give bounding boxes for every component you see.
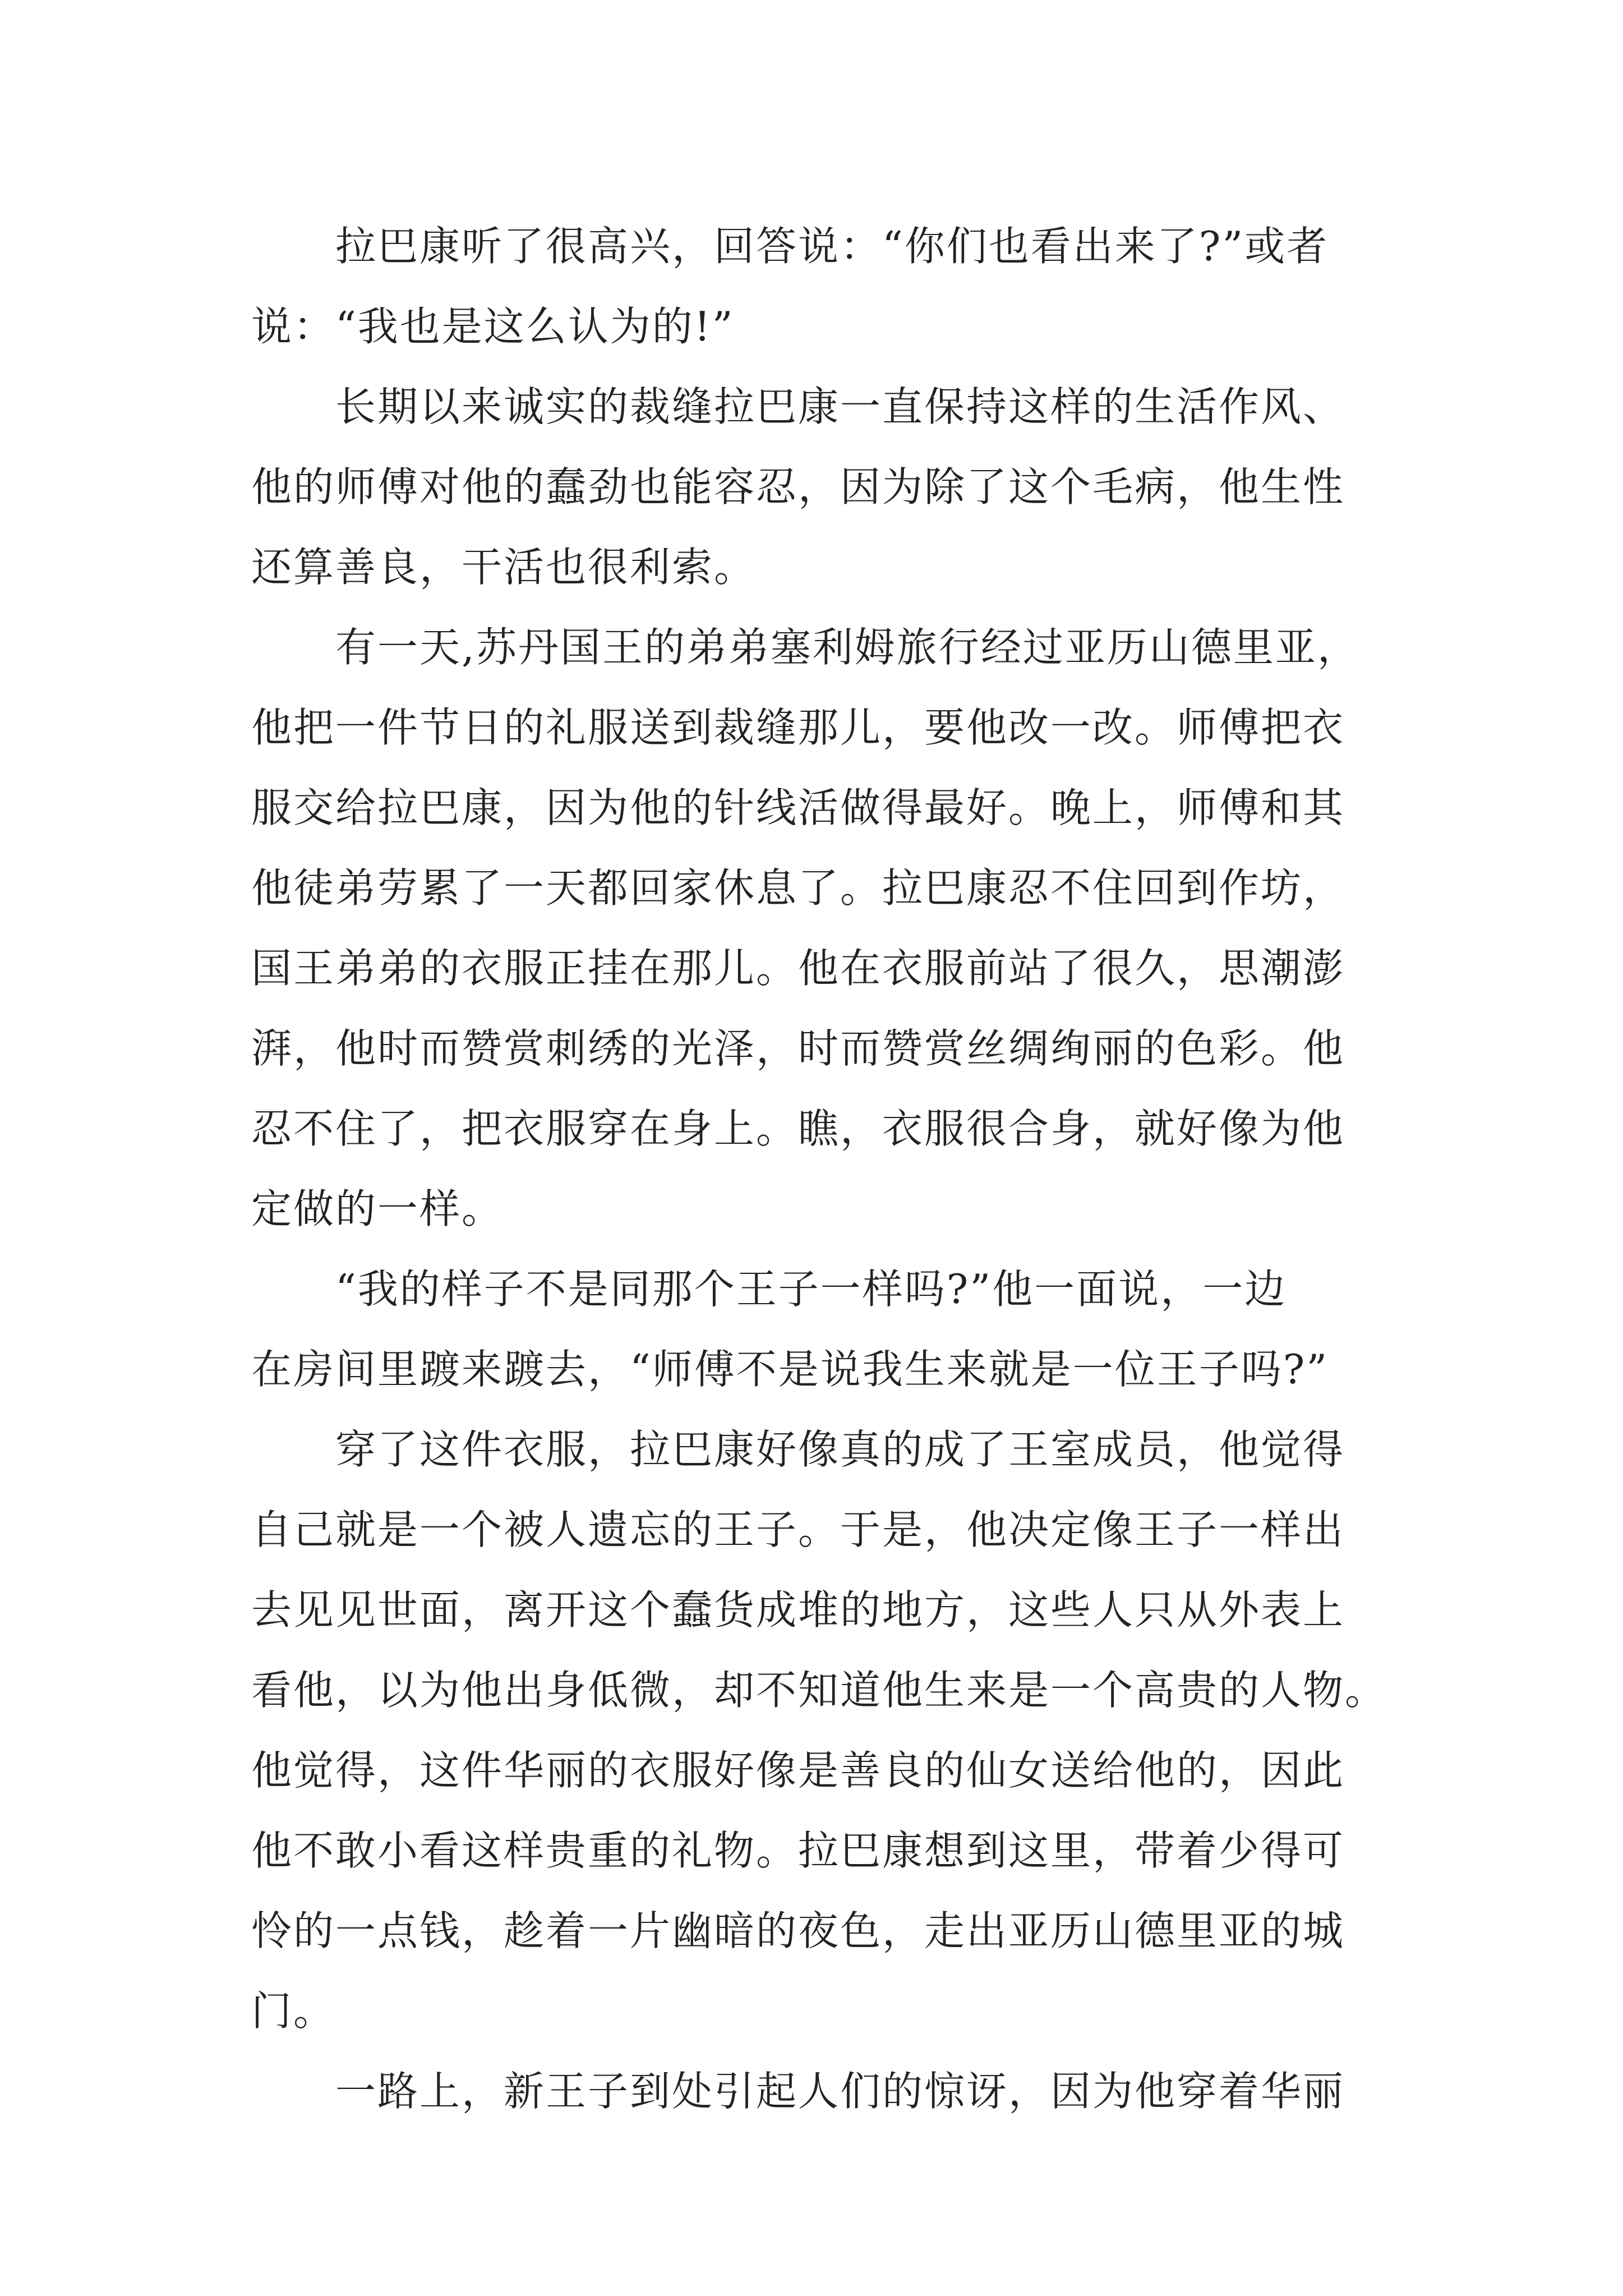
text-line: 去见见世面，离开这个蠢货成堆的地方，这些人只从外表上 — [251, 1586, 1345, 1634]
text-line: 门。 — [251, 1987, 336, 2035]
text-line: 怜的一点钱，趁着一片幽暗的夜色，走出亚历山德里亚的城 — [251, 1907, 1345, 1954]
text-line: 说：“我也是这么认为的!” — [251, 303, 735, 350]
text-line: 国王弟弟的衣服正挂在那儿。他在衣服前站了很久，思潮澎 — [251, 945, 1345, 992]
text-line: 还算善良，干活也很利索。 — [251, 544, 757, 591]
text-line: 湃，他时而赞赏刺绣的光泽，时而赞赏丝绸绚丽的色彩。他 — [251, 1025, 1345, 1072]
text-line: 他徒弟劳累了一天都回家休息了。拉巴康忍不住回到作坊， — [251, 864, 1345, 912]
text-line: “我的样子不是同那个王子一样吗?”他一面说，一边 — [335, 1266, 1287, 1313]
text-line: 忍不住了，把衣服穿在身上。瞧，衣服很合身，就好像为他 — [251, 1105, 1345, 1152]
text-line: 长期以来诚实的裁缝拉巴康一直保持这样的生活作风、 — [335, 383, 1345, 430]
text-line: 定做的一样。 — [251, 1185, 504, 1232]
body-text — [251, 206, 1387, 2132]
text-line: 服交给拉巴康，因为他的针线活做得最好。晚上，师傅和其 — [251, 784, 1345, 831]
text-line: 自己就是一个被人遗忘的王子。于是，他决定像王子一样出 — [251, 1506, 1345, 1553]
text-line: 拉巴康听了很高兴，回答说：“你们也看出来了?”或者 — [335, 223, 1329, 270]
text-line: 一路上，新王子到处引起人们的惊讶，因为他穿着华丽 — [335, 2068, 1345, 2115]
text-line: 他把一件节日的礼服送到裁缝那儿，要他改一改。师傅把衣 — [251, 704, 1345, 751]
text-line: 他觉得，这件华丽的衣服好像是善良的仙女送给他的，因此 — [251, 1747, 1345, 1794]
text-line: 在房间里踱来踱去，“师傅不是说我生来就是一位王子吗?” — [251, 1346, 1329, 1393]
text-line: 穿了这件衣服，拉巴康好像真的成了王室成员，他觉得 — [335, 1426, 1345, 1473]
text-line: 看他，以为他出身低微，却不知道他生来是一个高贵的人物。 — [251, 1667, 1387, 1714]
text-line: 他的师傅对他的蠢劲也能容忍，因为除了这个毛病，他生性 — [251, 463, 1345, 510]
text-line: 他不敢小看这样贵重的礼物。拉巴康想到这里，带着少得可 — [251, 1827, 1345, 1874]
text-line: 有一天,苏丹国王的弟弟塞利姆旅行经过亚历山德里亚， — [335, 624, 1359, 671]
